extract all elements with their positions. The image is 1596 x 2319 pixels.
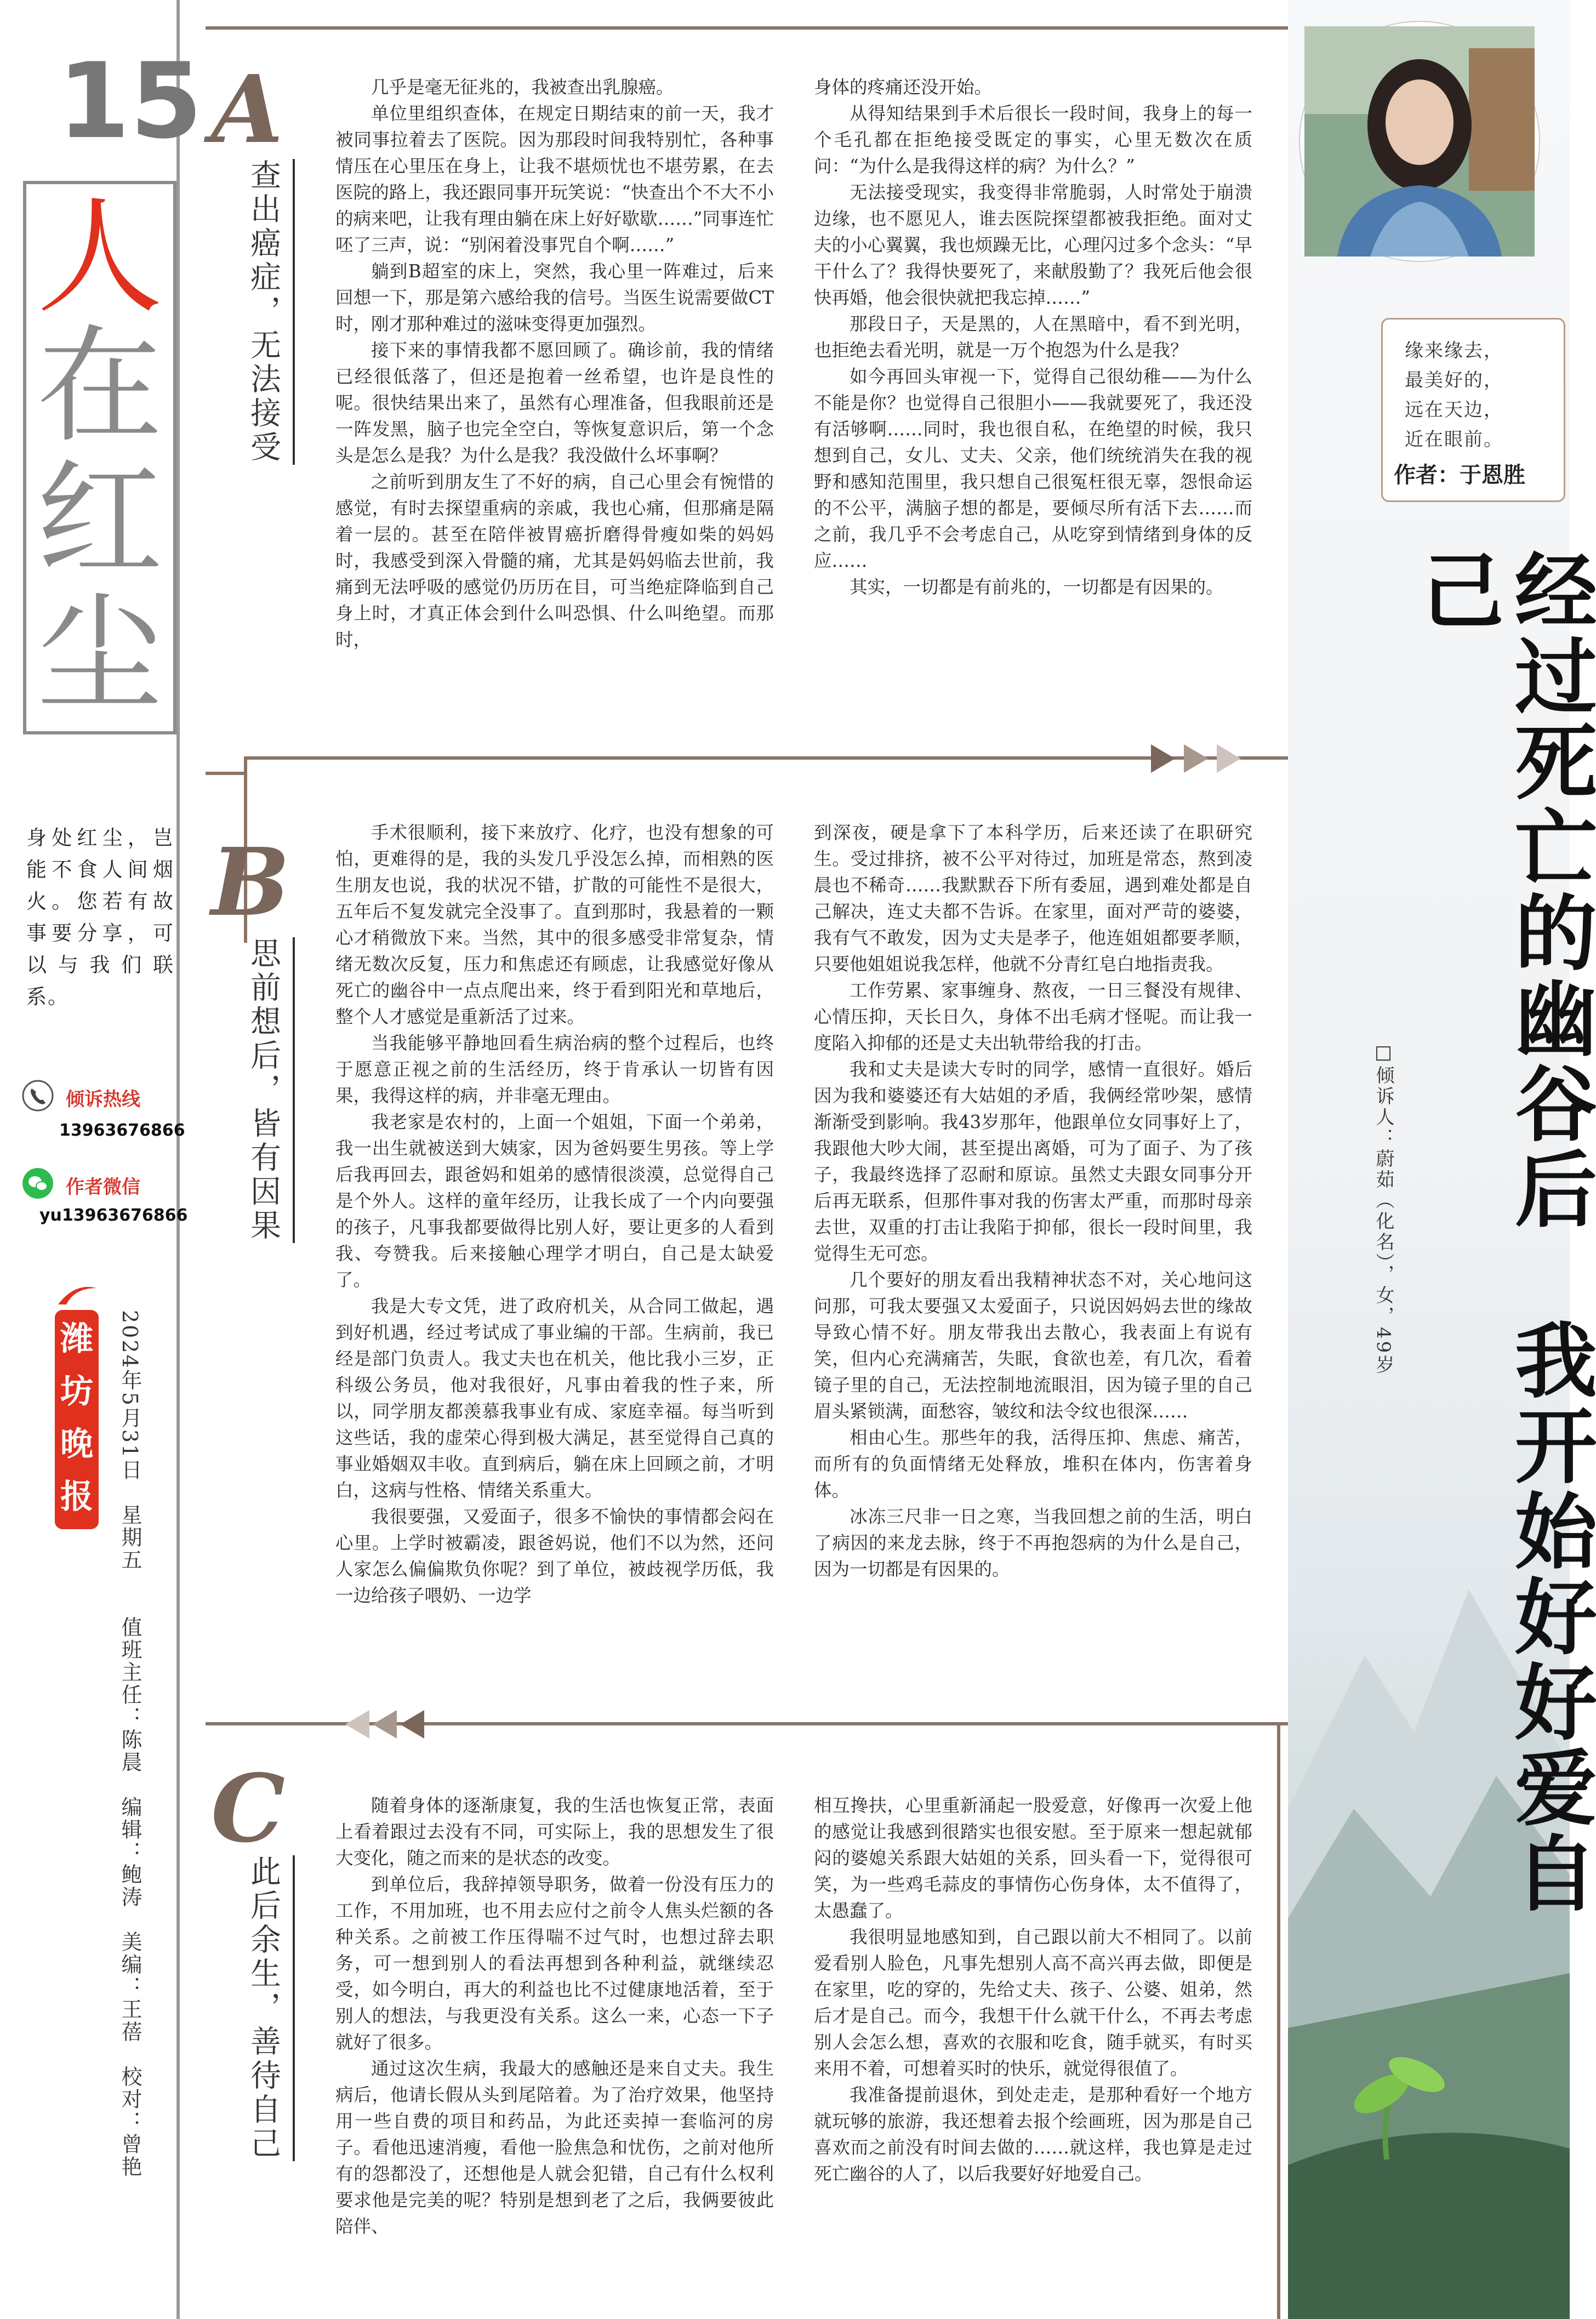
section-a-column-2 xyxy=(814,74,1252,600)
paragraph: 相互搀扶，心里重新涌起一股爱意，好像再一次爱上他的感觉让我感到很踏实也很安慰。至于原来一想起就郁闷的婆媳关系跟大姑姐的关系，回头看一下，觉得很可笑，为一些鸡毛蒜皮的事情伤心伤身体，太不值得了，太愚蠢了。 xyxy=(814,1795,1252,1921)
paragraph: 接下来的事情我都不愿回顾了。确诊前，我的情绪已经很低落了，但还是抱着一丝希望，也许是良性的呢。很快结果出来了，虽然有心理准备，但我眼前还是一阵发黑，脑子也完全空白，等恢复意识后，第一个念头是怎么是我？为什么是我？我没做什么坏事啊？ xyxy=(335,340,774,466)
arrow-ornament-4 xyxy=(345,1710,369,1739)
wechat-row xyxy=(22,1167,175,1200)
headline: 经过死亡的幽谷后 我开始好好爱自己 xyxy=(1407,548,1596,1916)
column-title-char-4: 尘 xyxy=(36,582,163,728)
arrow-ornament-3 xyxy=(1217,744,1241,773)
paragraph: 当我能够平静地回看生病治病的整个过程后，也终于愿意正视之前的生活经历，终于肯承认一切皆有因果，我得这样的病，并非毫无理由。 xyxy=(335,1033,774,1106)
paragraph: 我准备提前退休，到处走走，是那种看好一个地方就玩够的旅游，我还想着去报个绘画班，因为那是自己喜欢而之前没有时间去做的……就这样，我也算是走过死亡幽谷的人了，以后我要好好地爱自己。 xyxy=(814,2084,1252,2184)
wechat-icon xyxy=(22,1167,54,1199)
column-title xyxy=(23,181,176,734)
paragraph: 冰冻三尺非一日之寒，当我回想之前的生活，明白了病因的来龙去脉，终于不再抱怨病的为什么是自己，因为一切都是有因果的。 xyxy=(814,1506,1252,1580)
column-intro: 身处红尘，岂能不食人间烟火。您若有故事要分享，可以与我们联系。 xyxy=(26,826,174,1008)
section-c-column-1 xyxy=(335,1792,774,2240)
wechat-id: yu13963676866 xyxy=(39,1206,188,1225)
page-number: 15 xyxy=(58,41,203,162)
paragraph: 到深夜，硬是拿下了本科学历，后来还读了在职研究生。受过排挤，被不公平对待过，加班是常态，熬到凌晨也不稀奇……我默默吞下所有委屈，遇到难处都是自己解决，连丈夫都不告诉。在家里，面对严苛的婆婆，我有气不敢发，因为丈夫是孝子，他连姐姐都要孝顺，只要他姐姐说我怎样，他就不分青红皂白地指责我。 xyxy=(814,822,1252,975)
paragraph: 其实，一切都是有前兆的，一切都是有因果的。 xyxy=(850,577,1224,597)
logo-char-2: 坊 xyxy=(60,1372,93,1411)
section-b-title: 思前想后，皆有因果 xyxy=(241,937,295,1243)
section-c-column-2 xyxy=(814,1792,1252,2187)
hotline-number: 13963676866 xyxy=(59,1121,185,1140)
paragraph: 之前听到朋友生了不好的病，自己心里会有惋惜的感觉，有时去探望重病的亲戚，我也心痛，但那痛是隔着一层的。甚至在陪伴被胃癌折磨得骨瘦如柴的妈妈时，我感受到深入骨髓的痛，尤其是妈妈临去世前，我痛到无法呼吸的感觉仍历历在目，可当绝症降临到自己身上时，才真正体会到什么叫恐惧、什么叫绝望。而那时， xyxy=(335,471,774,650)
section-c-title: 此后余生，善待自己 xyxy=(241,1855,295,2161)
phone-icon xyxy=(22,1080,54,1112)
column-title-char-1: 人 xyxy=(36,185,163,331)
paragraph: 我很明显地感知到，自己跟以前大不相同了。以前爱看别人脸色，凡事先想别人高不高兴再去做，即便是在家里，吃的穿的，先给丈夫、孩子、公婆、姐弟，然后才是自己。而今，我想干什么就干什么，不再去考虑别人会怎么想，喜欢的衣服和吃食，随手就买，有时买来用不着，可想着买时的快乐，就觉得很值了。 xyxy=(814,1927,1252,2079)
author-box xyxy=(1381,318,1565,502)
hotline-row xyxy=(22,1080,175,1113)
section-b-column-1 xyxy=(335,819,774,1609)
section-c-letter: C xyxy=(211,1754,286,1864)
column-title-char-3: 红 xyxy=(36,448,163,594)
section-a-letter: A xyxy=(211,55,283,164)
logo-char-4: 报 xyxy=(60,1478,93,1516)
author-avatar xyxy=(1300,22,1539,261)
paragraph: 到单位后，我辞掉领导职务，做着一份没有压力的工作，不用加班，也不用去应付之前令人焦头烂额的各种关系。之前被工作压得喘不过气时，也想过辞去职务，可一想到别人的看法再想到各种利益，就继续忍受，如今明白，再大的利益也比不过健康地活着，至于别人的想法，与我更没有关系。这么一来，心态一下子就好了很多。 xyxy=(335,1874,774,2053)
poem-line: 近在眼前。 xyxy=(1405,429,1503,451)
paragraph: 几乎是毫无征兆的，我被查出乳腺癌。 xyxy=(371,77,674,98)
hotline-label: 倾诉热线 xyxy=(66,1089,140,1110)
frame-line-b-left xyxy=(206,772,244,775)
section-b-letter: B xyxy=(211,828,290,937)
arrow-ornament-1 xyxy=(1151,744,1175,773)
frame-line-top xyxy=(206,26,1291,30)
author-credit: 作者：于恩胜 xyxy=(1394,463,1525,488)
poem-line: 最美好的， xyxy=(1405,369,1503,391)
section-a-title: 查出癌症，无法接受 xyxy=(241,159,295,465)
paragraph: 无法接受现实，我变得非常脆弱，人时常处于崩溃边缘，也不愿见人，谁去医院探望都被我拒绝。面对丈夫的小心翼翼，我也烦躁无比，心理闪过多个念头：“早干什么了？我得快要死了，来献殷勤了？我死后他会很快再婚，他会很快就把我忘掉……” xyxy=(814,182,1252,308)
paragraph: 如今再回头审视一下，觉得自己很幼稚——为什么不能是你？也觉得自己很胆小——我就要死了，我还没有活够啊……同时，我也很自私，在绝望的时候，我只想到自己，女儿、丈夫、父亲，他们统统消失在我的视野和感知范围里，我只想自己很冤枉很无辜，怨恨命运的不公平，满脑子想的都是，要倾尽所有活下去……而之前，我几乎不会考虑自己，从吃穿到情绪到身体的反应…… xyxy=(814,366,1252,571)
poem-line: 缘来缘去， xyxy=(1405,340,1503,362)
paragraph: 相由心生。那些年的我，活得压抑、焦虑、痛苦，而所有的负面情绪无处释放，堆积在体内，伤害着身体。 xyxy=(814,1427,1252,1501)
logo-char-3: 晚 xyxy=(60,1425,93,1463)
arrow-ornament-6 xyxy=(400,1710,424,1739)
section-a-column-1 xyxy=(335,74,774,653)
paragraph: 躺到B超室的床上，突然，我心里一阵难过，后来回想一下，那是第六感给我的信号。当医生说需要做CT时，刚才那种难过的滋味变得更加强烈。 xyxy=(335,261,774,334)
arrow-ornament-5 xyxy=(373,1710,397,1739)
wechat-label: 作者微信 xyxy=(66,1176,140,1198)
author-poem xyxy=(1405,336,1503,454)
poem-line: 远在天边， xyxy=(1405,399,1503,421)
paragraph: 身体的疼痛还没开始。 xyxy=(814,77,993,98)
paragraph: 我很要强，又爱面子，很多不愉快的事情都会闷在心里。上学时被霸凌，跟爸妈说，他们不以为然，还问人家怎么偏偏欺负你呢？到了单位，被歧视学历低，我一边给孩子喂奶、一边学 xyxy=(335,1506,774,1606)
paragraph: 手术很顺利，接下来放疗、化疗，也没有想象的可怕，更难得的是，我的头发几乎没怎么掉，而相熟的医生朋友也说，我的状况不错，扩散的可能性不是很大，五年后不复发就完全没事了。直到那时，我悬着的一颗心才稍微放下来。当然，其中的很多感受非常复杂，情绪无数次反复，压力和焦虑还有顾虑，让我感觉好像从死亡的幽谷中一点点爬出来，终于看到阳光和草地后，整个人才感觉是重新活了过来。 xyxy=(335,822,774,1027)
paragraph: 工作劳累、家事缠身、熬夜，一日三餐没有规律、心情压抑，天长日久，身体不出毛病才怪呢。而让我一度陷入抑郁的还是丈夫出轨带给我的打击。 xyxy=(814,980,1252,1053)
paragraph: 从得知结果到手术后很长一段时间，我身上的每一个毛孔都在拒绝接受既定的事实，心里无数次在质问：“为什么是我得这样的病？为什么？” xyxy=(814,103,1252,176)
paragraph: 单位里组织查体，在规定日期结束的前一天，我才被同事拉着去了医院。因为那段时间我特别忙，各种事情压在心里压在身上，让我不堪烦忧也不堪劳累，在去医院的路上，我还跟同事开玩笑说：“快查出个不大不小的病来吧，让我有理由躺在床上好好歇歇……”同事连忙呸了三声，说：“别闲着没事咒自个啊……” xyxy=(335,103,774,255)
newspaper-logo-icon xyxy=(53,1283,102,1310)
arrow-ornament-2 xyxy=(1184,744,1208,773)
paragraph: 那段日子，天是黑的，人在黑暗中，看不到光明，也拒绝去看光明，就是一万个抱怨为什么是我？ xyxy=(814,314,1252,361)
paragraph: 我是大专文凭，进了政府机关，从合同工做起，遇到好机遇，经过考试成了事业编的干部。生病前，我已经是部门负责人。我丈夫也在机关，他比我小三岁，正科级公务员，他对我很好，凡事由着我的性子来，所以，同学朋友都羡慕我事业有成、家庭幸福。每当听到这些话，我的虚荣心得到极大满足，甚至觉得自己真的事业婚姻双丰收。直到病后，躺在床上回顾之前，才明白，这病与性格、情绪关系重大。 xyxy=(335,1296,774,1501)
paragraph: 几个要好的朋友看出我精神状态不对，关心地问这问那，可我太要强又太爱面子，只说因妈妈去世的缘故导致心情不好。朋友带我出去散心，我表面上有说有笑，但内心充满痛苦，失眠，食欲也差，有几次，看着镜子里的自己，无法控制地流眼泪，因为镜子里的自己眉头紧锁满，面愁容，皱纹和法令纹也很深…… xyxy=(814,1269,1252,1422)
logo-char-1: 潍 xyxy=(60,1320,93,1358)
paragraph: 通过这次生病，我最大的感触还是来自丈夫。我生病后，他请长假从头到尾陪着。为了治疗效果，他坚持用一些自费的项目和药品，为此还卖掉一套临河的房子。看他迅速消瘦，看他一脸焦急和忧伤，之前对他所有的怨都没了，还想他是人就会犯错，自己有什么权利要求他是完美的呢？特别是想到老了之后，我俩要彼此陪伴、 xyxy=(335,2058,774,2237)
section-b-column-2 xyxy=(814,819,1252,1582)
paragraph: 我和丈夫是读大专时的同学，感情一直很好。婚后因为我和婆婆还有大姑姐的矛盾，我俩经常吵架，感情渐渐受到影响。我43岁那年，他跟单位女同事好上了，我跟他大吵大闹，甚至提出离婚，可为了面子、为了孩子，我最终选择了忍耐和原谅。虽然丈夫跟女同事分开后再无联系，但那件事对我的伤害太严重，而那时母亲去世，双重的打击让我陷于抑郁，很长一段时间里，我觉得生无可恋。 xyxy=(814,1059,1252,1264)
paragraph: 我老家是农村的，上面一个姐姐，下面一个弟弟，我一出生就被送到大姨家，因为爸妈要生男孩。等上学后我再回去，跟爸妈和姐弟的感情很淡漠，总觉得自己是个外人。这样的童年经历，让我长成了一个内向要强的孩子，凡事我都要做得比别人好，要让更多的人看到我、夸赞我。后来接触心理学才明白，自己是太缺爱了。 xyxy=(335,1112,774,1290)
issue-info: 2024年5月31日 星期五 值班主任：陈晨 编辑：鲍涛 美编：王蓓 校对：曾艳 xyxy=(118,1310,142,2179)
frame-line-c-right xyxy=(1277,1722,1280,2319)
newspaper-logo xyxy=(55,1310,99,1529)
column-title-char-2: 在 xyxy=(36,314,163,460)
paragraph: 随着身体的逐渐康复，我的生活也恢复正常，表面上看着跟过去没有不同，可实际上，我的思想发生了很大变化，随之而来的是状态的改变。 xyxy=(335,1795,774,1868)
left-divider xyxy=(176,0,180,2319)
author-photo-icon xyxy=(1304,26,1535,257)
narrator-info: □倾诉人：蔚茹（化名），女，49岁 xyxy=(1372,1041,1394,1376)
